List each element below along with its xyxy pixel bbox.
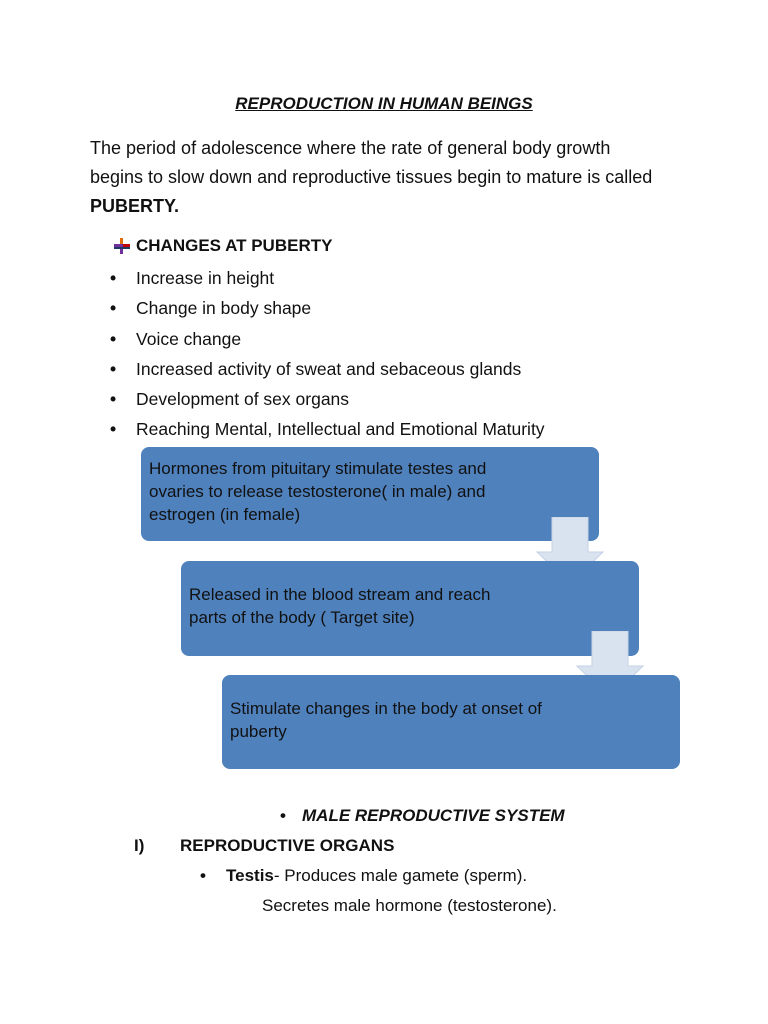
list-item	[110, 386, 545, 416]
flow-step-1	[141, 447, 599, 541]
list-item-text: Reaching Mental, Intellectual and Emotional Maturity	[136, 419, 545, 440]
list-item-text: Development of sex organs	[136, 389, 350, 410]
list-item	[110, 326, 545, 356]
list-item-text: Increased activity of sweat and sebaceous glands	[136, 358, 522, 379]
intro-paragraph	[90, 134, 690, 221]
document-title: REPRODUCTION IN HUMAN BEINGS	[235, 94, 533, 113]
bullet-marker: •	[200, 866, 206, 885]
flow-step-2-text: Released in the blood stream and reach parts of the body ( Target site)	[189, 585, 491, 627]
changes-heading	[112, 236, 332, 256]
bullet-marker: •	[110, 419, 117, 440]
list-item	[110, 416, 545, 446]
bullet-marker: •	[110, 298, 117, 319]
list-item	[110, 265, 545, 295]
flow-step-1-text: Hormones from pituitary stimulate testes and ovaries to release testosterone( in male) and estrogen (in female)	[149, 459, 487, 524]
list-item-text: Change in body shape	[136, 298, 312, 319]
bullet-marker: •	[110, 328, 117, 349]
flow-step-2	[181, 561, 639, 656]
intro-term: PUBERTY.	[90, 196, 180, 216]
section-number: I)	[134, 836, 145, 855]
bullet-marker: •	[110, 268, 117, 288]
intro-line-1: The period of adolescence where the rate of general body growth	[90, 138, 611, 158]
testis-term: Testis	[226, 866, 274, 885]
cross-bullet-icon	[112, 236, 132, 256]
bullet-marker: •	[280, 806, 286, 825]
list-item	[110, 356, 545, 386]
changes-list	[110, 265, 545, 447]
list-item-text: Increase in height	[136, 268, 275, 288]
testis-item	[200, 866, 527, 886]
male-section-heading	[280, 806, 565, 826]
reproductive-organs-heading	[134, 836, 394, 856]
testis-description-line-2: Secretes male hormone (testosterone).	[262, 896, 557, 915]
flow-step-3-text: Stimulate changes in the body at onset of puberty	[230, 699, 542, 741]
testis-description: - Produces male gamete (sperm).	[273, 866, 528, 885]
male-section-label: MALE REPRODUCTIVE SYSTEM	[302, 806, 565, 825]
flow-step-3	[222, 675, 680, 769]
changes-heading-label: CHANGES AT PUBERTY	[136, 236, 333, 255]
intro-line-2: begins to slow down and reproductive tissues begin to mature is called	[90, 167, 653, 187]
list-item-text: Voice change	[136, 328, 242, 349]
bullet-marker: •	[110, 389, 117, 410]
bullet-marker: •	[110, 358, 117, 379]
list-item	[110, 295, 545, 325]
section-label: REPRODUCTIVE ORGANS	[180, 836, 395, 855]
